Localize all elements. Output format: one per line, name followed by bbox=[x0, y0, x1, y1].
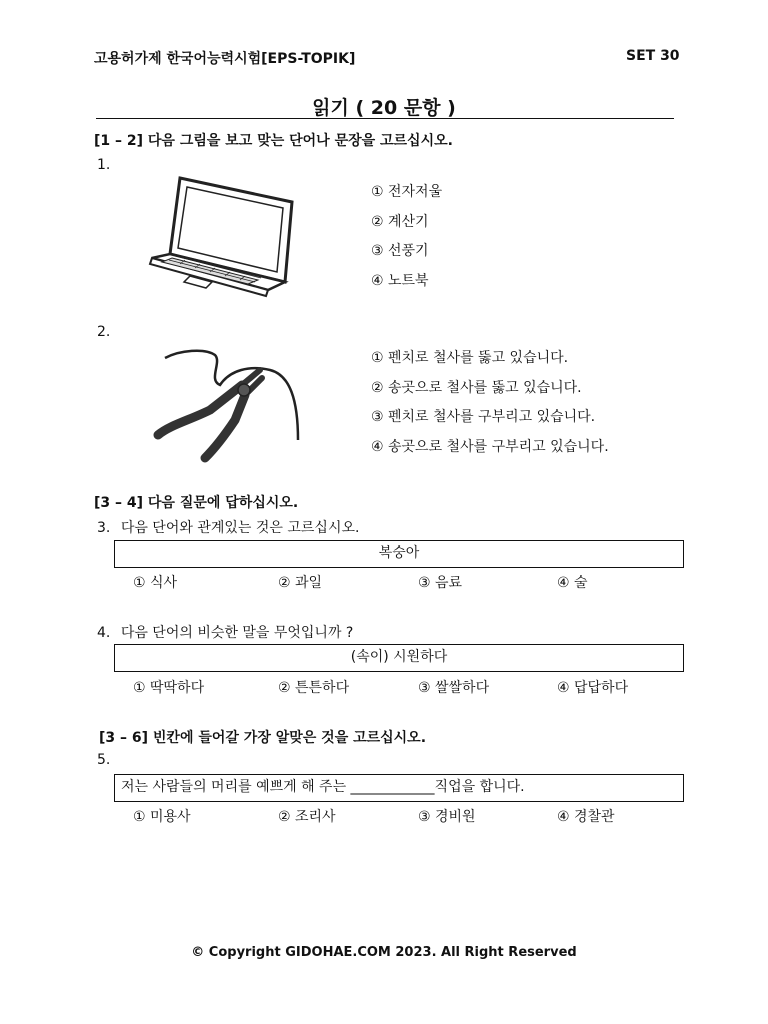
question-2-number: 2. bbox=[97, 324, 111, 340]
question-1-option-2[interactable]: ② 계산기 bbox=[371, 214, 429, 230]
question-3-option-2[interactable]: ② 과일 bbox=[278, 575, 323, 591]
question-3-option-1[interactable]: ① 식사 bbox=[133, 575, 178, 591]
question-4-prompt bbox=[97, 622, 353, 642]
section-instruction: 다음 그림을 보고 맞는 단어나 문장을 고르십시오. bbox=[147, 133, 453, 149]
question-5-option-3[interactable]: ③ 경비원 bbox=[418, 809, 476, 825]
question-text: 다음 단어와 관계있는 것은 고르십시오. bbox=[120, 520, 360, 536]
section-instruction: 다음 질문에 답하십시오. bbox=[147, 495, 299, 511]
exam-name: 고용허가제 한국어능력시험[EPS-TOPIK] bbox=[94, 51, 356, 67]
question-5-number: 5. bbox=[97, 752, 111, 768]
question-3-option-3[interactable]: ③ 음료 bbox=[418, 575, 463, 591]
title-divider bbox=[96, 118, 674, 119]
section-range: [3 – 6] bbox=[99, 730, 149, 746]
section-instruction: 빈칸에 들어갈 가장 알맞은 것을 고르십시오. bbox=[152, 730, 427, 746]
question-2-option-1[interactable]: ① 펜치로 철사를 뚫고 있습니다. bbox=[371, 350, 569, 366]
page-title: 읽기 ( 20 문항 ) bbox=[312, 97, 456, 119]
question-4-option-1[interactable]: ① 딱딱하다 bbox=[133, 680, 205, 696]
question-5-option-2[interactable]: ② 조리사 bbox=[278, 809, 336, 825]
laptop-illustration bbox=[140, 172, 310, 300]
question-4-word-box: (속이) 시원하다 bbox=[114, 644, 684, 672]
section-3-heading bbox=[99, 727, 426, 747]
section-range: [3 – 4] bbox=[94, 495, 144, 511]
section-range: [1 – 2] bbox=[94, 133, 144, 149]
question-1-option-1[interactable]: ① 전자저울 bbox=[371, 184, 443, 200]
question-text: 다음 단어의 비슷한 말을 무엇입니까 ? bbox=[120, 625, 354, 641]
question-3-word-box: 복숭아 bbox=[114, 540, 684, 568]
question-3-option-4[interactable]: ④ 술 bbox=[557, 575, 588, 591]
question-number: 4. bbox=[97, 625, 111, 641]
question-4-option-2[interactable]: ② 튼튼하다 bbox=[278, 680, 350, 696]
question-1-option-4[interactable]: ④ 노트북 bbox=[371, 273, 429, 289]
question-number: 3. bbox=[97, 520, 111, 536]
question-2-option-4[interactable]: ④ 송곳으로 철사를 구부리고 있습니다. bbox=[371, 439, 609, 455]
question-4-option-4[interactable]: ④ 답답하다 bbox=[557, 680, 629, 696]
question-1-option-3[interactable]: ③ 선풍기 bbox=[371, 243, 429, 259]
section-1-heading bbox=[94, 130, 453, 150]
question-5-option-4[interactable]: ④ 경찰관 bbox=[557, 809, 615, 825]
question-1-number: 1. bbox=[97, 157, 111, 173]
section-2-heading bbox=[94, 492, 298, 512]
question-5-sentence-box: 저는 사람들의 머리를 예쁘게 해 주는 ____________직업을 합니다. bbox=[114, 774, 684, 802]
question-4-option-3[interactable]: ③ 쌀쌀하다 bbox=[418, 680, 490, 696]
question-5-option-1[interactable]: ① 미용사 bbox=[133, 809, 191, 825]
set-number: SET 30 bbox=[626, 48, 680, 64]
question-2-option-2[interactable]: ② 송곳으로 철사를 뚫고 있습니다. bbox=[371, 380, 582, 396]
copyright-footer: © Copyright GIDOHAE.COM 2023. All Right Reserved bbox=[191, 945, 577, 960]
question-2-option-3[interactable]: ③ 펜치로 철사를 구부리고 있습니다. bbox=[371, 409, 596, 425]
question-3-prompt bbox=[97, 517, 359, 537]
pliers-illustration bbox=[150, 340, 310, 465]
